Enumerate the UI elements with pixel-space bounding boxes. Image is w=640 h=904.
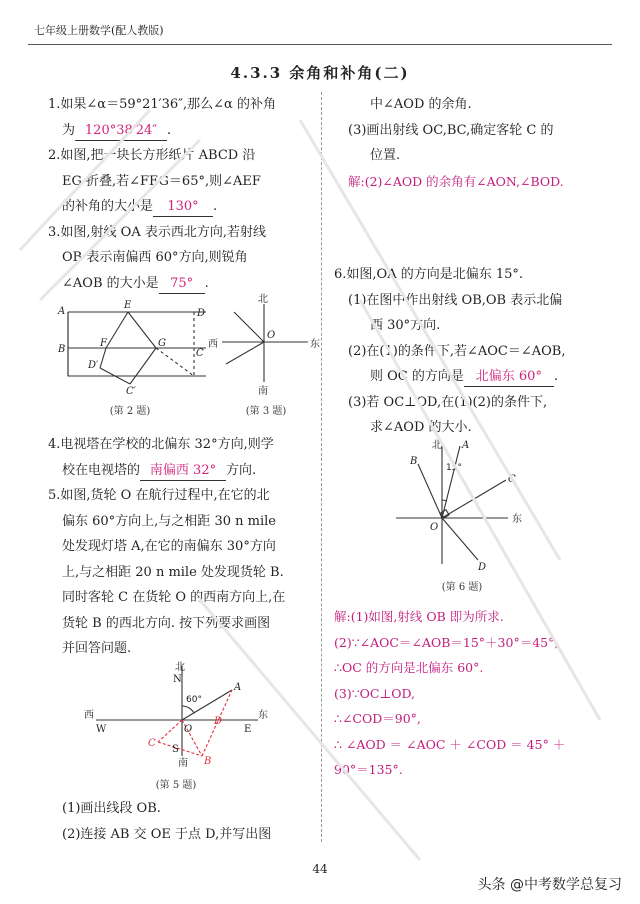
q5-line7: 并回答问题. [62,641,132,656]
q5-step2: (2)连接 AB 交 OE 于点 D,并写出图 [62,826,272,842]
q5-line1: 5.如图,货轮 O 在航行过程中,在它的北 [48,488,270,503]
q3-line2: OB 表示南偏西 60°方向,则锐角 [62,250,248,265]
q6-step2-line1: (2)在(1)的条件下,若∠AOC＝∠AOB, [348,343,566,359]
q5-line6: 货轮 B 的西北方向. 按下列要求画图 [62,615,271,631]
fig5-d: D [214,716,223,727]
q4-line1: 4.电视塔在学校的北偏东 32°方向,则学 [48,437,274,452]
book-header: 七年级上册数学(配人教版) [34,24,164,37]
q6-sol-line6: ∴ ∠AOD ＝ ∠AOC ＋ ∠COD ＝ 45° ＋ [334,736,566,752]
fig3-south: 南 [258,386,268,397]
fig2-label-c: C [196,348,204,359]
fig6-o: O [430,522,439,533]
caption-fig2: (第 2 题) [109,406,151,417]
q6-sol-line3: ∴OC 的方向是北偏东 60°. [334,660,484,675]
q4-answer: 南偏西 32° [140,462,226,481]
q6-step2-line2: 则 OC 的方向是 北偏东 60° . [334,364,614,390]
fig2-label-a: A [58,306,66,317]
figure-2 [56,292,214,396]
q6-sol-line4: (3)∵OC⊥OD, [334,685,416,701]
fig5-a: A [234,682,242,693]
fig2-label-f: F [100,338,107,349]
q6-sol-line2: (2)∵∠AOC＝∠AOB＝15°＋30°＝45°, [334,634,559,650]
fig3-label-o: O [267,330,276,341]
fig5-n: N [173,674,182,685]
fig3-north: 北 [258,294,268,305]
fig6-c: C [508,474,516,485]
fig5-o: O [184,724,193,735]
column-divider [321,92,322,842]
q5-solution: 解:(2)∠AOD 的余角有∠AON,∠BOD. [348,173,564,189]
q2-line1: 2.如图,把一块长方形纸片 ABCD 沿 [48,148,256,163]
fig5-angle: 60° [186,695,202,705]
caption-fig6: (第 6 题) [441,582,483,593]
q6-step1-line2: 西 30°方向. [370,318,441,333]
q5-line2: 偏东 60°方向上,与之相距 30 n mile [62,513,276,529]
section-title: 4.3.3 余角和补角(二) [230,64,410,82]
fig5-east: 东 [258,710,268,721]
fig5-c: C [148,738,156,749]
q1-line1: 1.如果∠α＝59°21′36″,那么∠α 的补角 [48,97,276,112]
q2-answer: 130° [153,198,213,217]
q2-line2: EG 折叠,若∠FEG＝65°,则∠AEF [62,173,261,189]
fig6-north: 北 [432,440,442,451]
q3-line3: ∠AOB 的大小是 75° . [48,271,316,297]
figure-6 [388,434,538,576]
q5-step3-line1: (3)画出射线 OC,BC,确定客轮 C 的 [348,122,554,138]
q6-sol-line7: 90°＝135°. [334,762,403,777]
q6-step1-line1: (1)在图中作出射线 OB,OB 表示北偏 [348,292,563,308]
q5-step3-line2: 位置. [370,148,401,163]
q1-answer: 120°38′24″ [75,122,167,141]
fig6-d: D [478,562,487,573]
page-number: 44 [312,862,328,876]
q2-line3: 的补角的大小是 130° . [48,194,316,220]
caption-fig5: (第 5 题) [155,780,197,791]
fig5-west: 西 [84,710,94,721]
right-column-q6 [334,262,614,441]
q6-answer: 北偏东 60° [464,368,554,387]
right-column [334,92,614,194]
fig5-south: 南 [178,758,188,769]
fig6-east: 东 [512,514,522,525]
q6-step3-line2: 求∠AOD 的大小. [370,420,472,435]
left-column [48,92,316,296]
figure-3 [208,292,322,400]
fig2-label-d2: D′ [88,360,99,371]
fig3-west: 西 [208,339,218,350]
q5-line3: 处发现灯塔 A,在它的南偏东 30°方向 [62,539,276,554]
left-column-tail [48,796,316,847]
fig6-b: B [410,456,418,467]
fig2-label-g: G [158,338,166,349]
q5-step1: (1)画出线段 OB. [62,801,161,816]
q6-sol-line1: 解:(1)如图,射线 OB 即为所求. [334,609,504,624]
fig2-label-d: D [197,308,206,319]
fig6-angle: 15° [446,463,462,473]
q6-line1: 6.如图,OA 的方向是北偏东 15°. [334,267,524,282]
q3-line1: 3.如图,射线 OA 表示西北方向,若射线 [48,224,266,240]
q6-step3-line1: (3)若 OC⊥OD,在(1)(2)的条件下, [348,394,548,410]
q6-solution [334,604,614,783]
q6-sol-line5: ∴∠COD＝90°, [334,711,421,726]
fig3-east: 东 [310,339,320,350]
fig5-e: E [244,724,252,735]
q5-step2-cont: 中∠AOD 的余角. [370,97,472,112]
q1-line2: 为 120°38′24″ . [48,118,316,144]
fig2-label-e: E [124,300,132,311]
figure-5 [82,660,272,770]
left-column-lower [48,432,316,662]
fig2-label-c2: C′ [126,386,136,396]
q3-answer: 75° [159,275,205,294]
fig5-b: B [204,756,212,767]
fig2-label-b: B [58,344,66,355]
fig5-w: W [96,724,107,735]
caption-fig3: (第 3 题) [245,406,287,417]
header-rule [28,44,612,45]
q4-line2: 校在电视塔的 南偏西 32° 方向. [48,458,316,484]
q5-line5: 同时客轮 C 在货轮 O 的西南方向上,在 [62,590,286,605]
fig5-s: S [172,744,179,755]
fig6-a: A [462,440,470,451]
q5-line4: 上,与之相距 20 n mile 处发现货轮 B. [62,564,284,580]
fig5-north: 北 [175,662,185,673]
watermark-caption: 头条 @中考数学总复习 [477,877,622,893]
